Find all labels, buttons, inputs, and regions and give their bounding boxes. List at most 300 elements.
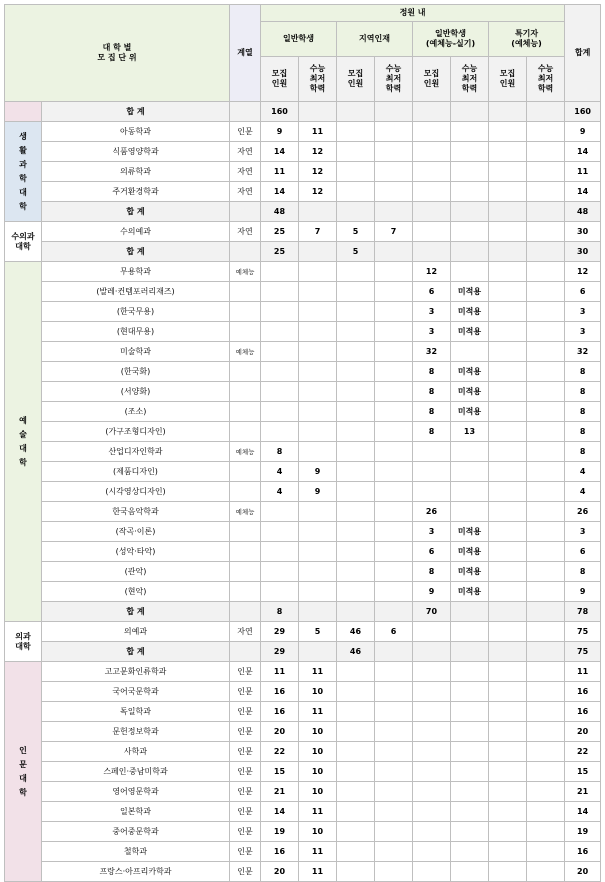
csat-minimum-cell <box>375 582 413 602</box>
csat-minimum-cell <box>375 302 413 322</box>
subtotal-value-cell <box>375 642 413 662</box>
csat-minimum-cell <box>451 702 489 722</box>
csat-minimum-cell <box>527 342 565 362</box>
recruit-count-cell <box>261 542 299 562</box>
category-cell: 인문 <box>230 722 261 742</box>
college-name-char: 학 <box>19 787 27 797</box>
table-row <box>5 542 601 562</box>
recruit-count-cell: 8 <box>413 562 451 582</box>
csat-minimum-cell <box>451 722 489 742</box>
recruit-count-cell <box>489 482 527 502</box>
row-total-cell: 75 <box>565 622 601 642</box>
department-name: 사학과 <box>42 742 230 762</box>
row-total-cell: 11 <box>565 662 601 682</box>
table-row <box>5 802 601 822</box>
grand-total-empty <box>299 102 337 122</box>
recruit-count-cell <box>489 662 527 682</box>
csat-minimum-cell <box>527 502 565 522</box>
subtotal-value-cell <box>527 642 565 662</box>
recruit-count-cell <box>337 502 375 522</box>
category-cell: 예체능 <box>230 342 261 362</box>
college-name <box>5 622 42 662</box>
table-row <box>5 382 601 402</box>
csat-minimum-cell <box>451 842 489 862</box>
recruit-count-cell: 11 <box>261 662 299 682</box>
row-total-cell: 4 <box>565 462 601 482</box>
csat-minimum-cell <box>375 262 413 282</box>
recruit-count-cell: 8 <box>413 362 451 382</box>
category-cell <box>230 462 261 482</box>
recruit-count-cell <box>337 382 375 402</box>
csat-minimum-cell: 미적용 <box>451 282 489 302</box>
csat-minimum-cell <box>527 702 565 722</box>
grand-total-value: 160 <box>261 102 299 122</box>
category-cell <box>230 522 261 542</box>
subtotal-value-cell <box>451 642 489 662</box>
department-name: 한국음악학과 <box>42 502 230 522</box>
subtotal-total-cell: 78 <box>565 602 601 622</box>
category-cell <box>230 282 261 302</box>
csat-minimum-cell <box>375 702 413 722</box>
csat-minimum-cell: 11 <box>299 802 337 822</box>
subtotal-value-cell <box>299 602 337 622</box>
recruit-count-cell <box>413 762 451 782</box>
subtotal-value-cell: 70 <box>413 602 451 622</box>
college-name-char: 대 <box>19 443 27 453</box>
row-total-cell: 16 <box>565 682 601 702</box>
csat-minimum-cell: 11 <box>299 122 337 142</box>
header-total: 합계 <box>565 5 601 102</box>
recruit-count-cell <box>489 702 527 722</box>
table-row <box>5 662 601 682</box>
csat-minimum-cell <box>299 382 337 402</box>
recruit-count-cell <box>413 662 451 682</box>
recruit-count-cell <box>489 422 527 442</box>
recruit-count-cell <box>489 302 527 322</box>
department-name: 의류학과 <box>42 162 230 182</box>
subtotal-total-cell: 30 <box>565 242 601 262</box>
recruit-count-cell: 5 <box>337 222 375 242</box>
csat-minimum-cell: 미적용 <box>451 322 489 342</box>
recruit-count-cell <box>337 422 375 442</box>
csat-minimum-cell <box>527 522 565 542</box>
csat-minimum-cell <box>451 222 489 242</box>
table-row <box>5 482 601 502</box>
college-name-char: 문 <box>19 759 27 769</box>
recruit-count-cell: 3 <box>413 302 451 322</box>
sub-major-name: (서양화) <box>42 382 230 402</box>
header-group-regional: 지역인재 <box>337 22 413 57</box>
row-total-cell: 8 <box>565 442 601 462</box>
recruit-count-cell <box>489 762 527 782</box>
category-cell <box>230 482 261 502</box>
csat-minimum-cell: 미적용 <box>451 582 489 602</box>
recruit-count-cell <box>489 742 527 762</box>
subtotal-value-cell <box>489 602 527 622</box>
csat-minimum-cell <box>451 162 489 182</box>
csat-minimum-cell <box>375 842 413 862</box>
recruit-count-cell: 16 <box>261 702 299 722</box>
recruit-count-cell: 19 <box>261 822 299 842</box>
college-name-char: 생 <box>19 131 27 141</box>
table-row <box>5 582 601 602</box>
table-row <box>5 342 601 362</box>
recruit-count-cell: 20 <box>261 722 299 742</box>
subtotal-value-cell: 48 <box>261 202 299 222</box>
csat-minimum-cell <box>527 482 565 502</box>
table-row <box>5 782 601 802</box>
category-cell: 인문 <box>230 842 261 862</box>
recruit-count-cell <box>489 542 527 562</box>
csat-minimum-cell: 미적용 <box>451 302 489 322</box>
category-cell: 인문 <box>230 822 261 842</box>
recruit-count-cell <box>489 722 527 742</box>
csat-minimum-cell: 7 <box>375 222 413 242</box>
recruit-count-cell <box>337 342 375 362</box>
subtotal-category <box>230 642 261 662</box>
recruit-count-cell <box>337 282 375 302</box>
recruit-count-cell <box>337 682 375 702</box>
csat-minimum-cell <box>527 822 565 842</box>
csat-minimum-cell <box>375 142 413 162</box>
department-name: 고고문화인류학과 <box>42 662 230 682</box>
header-csat-minimum: 수능 최저 학력 <box>299 57 337 102</box>
college-name <box>5 262 42 622</box>
recruit-count-cell <box>489 222 527 242</box>
row-total-cell: 20 <box>565 722 601 742</box>
csat-minimum-cell <box>527 842 565 862</box>
csat-minimum-cell <box>375 662 413 682</box>
row-total-cell: 14 <box>565 142 601 162</box>
college-name-char: 학 <box>19 457 27 467</box>
csat-minimum-cell: 미적용 <box>451 382 489 402</box>
row-total-cell: 14 <box>565 802 601 822</box>
recruit-count-cell <box>413 442 451 462</box>
csat-minimum-cell <box>527 582 565 602</box>
subtotal-total-cell: 48 <box>565 202 601 222</box>
csat-minimum-cell: 12 <box>299 142 337 162</box>
sub-major-name: (가구조형디자인) <box>42 422 230 442</box>
recruit-count-cell <box>413 162 451 182</box>
recruit-count-cell <box>489 262 527 282</box>
recruit-count-cell <box>489 462 527 482</box>
table-row <box>5 722 601 742</box>
subtotal-value-cell <box>527 202 565 222</box>
row-total-cell: 8 <box>565 362 601 382</box>
csat-minimum-cell <box>527 762 565 782</box>
subtotal-row <box>5 602 601 622</box>
csat-minimum-cell: 미적용 <box>451 542 489 562</box>
subtotal-value-cell <box>451 602 489 622</box>
subtotal-value-cell <box>337 202 375 222</box>
admission-quota-table <box>4 4 601 882</box>
college-name-char: 학 <box>19 173 27 183</box>
recruit-count-cell: 46 <box>337 622 375 642</box>
recruit-count-cell: 6 <box>413 282 451 302</box>
csat-minimum-cell <box>527 402 565 422</box>
recruit-count-cell <box>261 322 299 342</box>
sub-major-name: (현악) <box>42 582 230 602</box>
recruit-count-cell <box>337 862 375 882</box>
csat-minimum-cell <box>375 282 413 302</box>
recruit-count-cell <box>261 402 299 422</box>
csat-minimum-cell <box>527 142 565 162</box>
category-cell: 인문 <box>230 122 261 142</box>
header-csat-minimum: 수능 최저 학력 <box>375 57 413 102</box>
csat-minimum-cell <box>451 182 489 202</box>
table-row <box>5 442 601 462</box>
recruit-count-cell <box>489 402 527 422</box>
row-total-cell: 8 <box>565 562 601 582</box>
recruit-count-cell <box>413 142 451 162</box>
recruit-count-cell: 4 <box>261 462 299 482</box>
header-quota-in: 정원 내 <box>261 5 565 22</box>
table-row <box>5 142 601 162</box>
table-row <box>5 362 601 382</box>
csat-minimum-cell <box>527 802 565 822</box>
category-cell <box>230 542 261 562</box>
recruit-count-cell <box>261 502 299 522</box>
csat-minimum-cell <box>527 162 565 182</box>
recruit-count-cell <box>413 722 451 742</box>
table-row <box>5 462 601 482</box>
csat-minimum-cell: 6 <box>375 622 413 642</box>
subtotal-value-cell <box>299 642 337 662</box>
csat-minimum-cell <box>527 322 565 342</box>
row-total-cell: 16 <box>565 842 601 862</box>
header-csat-minimum: 수능 최저 학력 <box>527 57 565 102</box>
csat-minimum-cell: 미적용 <box>451 362 489 382</box>
csat-minimum-cell <box>451 142 489 162</box>
csat-minimum-cell <box>527 382 565 402</box>
subtotal-value-cell <box>489 202 527 222</box>
college-name-char: 대 <box>19 187 27 197</box>
recruit-count-cell <box>261 342 299 362</box>
csat-minimum-cell <box>299 422 337 442</box>
recruit-count-cell: 8 <box>261 442 299 462</box>
csat-minimum-cell <box>375 742 413 762</box>
subtotal-value-cell <box>527 602 565 622</box>
subtotal-value-cell <box>375 202 413 222</box>
csat-minimum-cell: 10 <box>299 762 337 782</box>
category-cell: 예체능 <box>230 262 261 282</box>
header-recruit-count: 모집 인원 <box>413 57 451 102</box>
csat-minimum-cell <box>375 542 413 562</box>
recruit-count-cell <box>337 402 375 422</box>
subtotal-category <box>230 202 261 222</box>
row-total-cell: 12 <box>565 262 601 282</box>
table-row <box>5 622 601 642</box>
category-cell: 예체능 <box>230 442 261 462</box>
recruit-count-cell <box>489 362 527 382</box>
recruit-count-cell <box>413 182 451 202</box>
department-name: 독일학과 <box>42 702 230 722</box>
recruit-count-cell <box>489 582 527 602</box>
department-name: 일본학과 <box>42 802 230 822</box>
department-name: 식품영양학과 <box>42 142 230 162</box>
recruit-count-cell: 25 <box>261 222 299 242</box>
csat-minimum-cell <box>527 122 565 142</box>
csat-minimum-cell: 9 <box>299 462 337 482</box>
recruit-count-cell: 29 <box>261 622 299 642</box>
department-name: 미술학과 <box>42 342 230 362</box>
subtotal-value-cell: 5 <box>337 242 375 262</box>
sub-major-name: (성악·타악) <box>42 542 230 562</box>
recruit-count-cell <box>413 742 451 762</box>
recruit-count-cell <box>337 582 375 602</box>
table-row <box>5 302 601 322</box>
recruit-count-cell <box>489 522 527 542</box>
recruit-count-cell <box>261 422 299 442</box>
sub-major-name: (작곡·이론) <box>42 522 230 542</box>
category-cell: 인문 <box>230 702 261 722</box>
csat-minimum-cell: 12 <box>299 162 337 182</box>
subtotal-label: 합 계 <box>42 202 230 222</box>
recruit-count-cell: 6 <box>413 542 451 562</box>
table-row <box>5 682 601 702</box>
csat-minimum-cell <box>299 442 337 462</box>
recruit-count-cell <box>337 722 375 742</box>
subtotal-label: 합 계 <box>42 642 230 662</box>
college-name <box>5 662 42 882</box>
row-total-cell: 14 <box>565 182 601 202</box>
recruit-count-cell <box>337 442 375 462</box>
grand-total-empty <box>527 102 565 122</box>
recruit-count-cell <box>261 382 299 402</box>
csat-minimum-cell <box>375 822 413 842</box>
csat-minimum-cell: 9 <box>299 482 337 502</box>
csat-minimum-cell <box>299 322 337 342</box>
csat-minimum-cell: 11 <box>299 842 337 862</box>
header-group-special: 특기자 (예체능) <box>489 22 565 57</box>
recruit-count-cell: 11 <box>261 162 299 182</box>
recruit-count-cell <box>489 842 527 862</box>
header-recruit-count: 모집 인원 <box>261 57 299 102</box>
college-name-char: 과 <box>19 159 27 169</box>
department-name: 스페인·중남미학과 <box>42 762 230 782</box>
row-total-cell: 3 <box>565 522 601 542</box>
recruit-count-cell <box>413 782 451 802</box>
csat-minimum-cell <box>527 462 565 482</box>
recruit-count-cell <box>489 182 527 202</box>
csat-minimum-cell <box>451 862 489 882</box>
grand-total-spacer <box>5 102 42 122</box>
csat-minimum-cell <box>375 682 413 702</box>
row-total-cell: 16 <box>565 702 601 722</box>
recruit-count-cell <box>261 522 299 542</box>
csat-minimum-cell: 11 <box>299 862 337 882</box>
header-unit <box>5 5 230 102</box>
recruit-count-cell: 12 <box>413 262 451 282</box>
csat-minimum-cell <box>299 402 337 422</box>
recruit-count-cell <box>489 122 527 142</box>
recruit-count-cell <box>261 262 299 282</box>
csat-minimum-cell <box>451 762 489 782</box>
subtotal-category <box>230 242 261 262</box>
csat-minimum-cell <box>451 822 489 842</box>
row-total-cell: 6 <box>565 542 601 562</box>
recruit-count-cell: 8 <box>413 382 451 402</box>
header-recruit-count: 모집 인원 <box>489 57 527 102</box>
college-name-char: 학 <box>19 201 27 211</box>
csat-minimum-cell <box>527 722 565 742</box>
grand-total-empty <box>489 102 527 122</box>
subtotal-category <box>230 602 261 622</box>
row-total-cell: 3 <box>565 322 601 342</box>
college-name-char: 대 <box>19 773 27 783</box>
subtotal-row <box>5 202 601 222</box>
table-row <box>5 562 601 582</box>
college-name-line: 대학 <box>15 641 31 651</box>
row-total-cell: 9 <box>565 582 601 602</box>
csat-minimum-cell <box>527 662 565 682</box>
sub-major-name: (발레·컨템포러리재즈) <box>42 282 230 302</box>
subtotal-label: 합 계 <box>42 602 230 622</box>
college-name-char: 예 <box>19 415 27 425</box>
csat-minimum-cell <box>451 462 489 482</box>
subtotal-value-cell: 46 <box>337 642 375 662</box>
csat-minimum-cell: 10 <box>299 682 337 702</box>
csat-minimum-cell: 미적용 <box>451 522 489 542</box>
recruit-count-cell <box>337 842 375 862</box>
category-cell <box>230 362 261 382</box>
row-total-cell: 21 <box>565 782 601 802</box>
category-cell: 자연 <box>230 622 261 642</box>
table-row <box>5 402 601 422</box>
csat-minimum-cell <box>375 322 413 342</box>
recruit-count-cell <box>337 322 375 342</box>
table-row <box>5 262 601 282</box>
csat-minimum-cell <box>375 502 413 522</box>
csat-minimum-cell: 미적용 <box>451 562 489 582</box>
category-cell: 인문 <box>230 742 261 762</box>
recruit-count-cell: 20 <box>261 862 299 882</box>
table-row <box>5 122 601 142</box>
csat-minimum-cell <box>299 282 337 302</box>
recruit-count-cell <box>337 162 375 182</box>
subtotal-value-cell: 25 <box>261 242 299 262</box>
recruit-count-cell <box>413 802 451 822</box>
csat-minimum-cell: 11 <box>299 702 337 722</box>
department-name: 중어중문학과 <box>42 822 230 842</box>
csat-minimum-cell <box>299 342 337 362</box>
subtotal-value-cell <box>413 242 451 262</box>
csat-minimum-cell <box>299 262 337 282</box>
subtotal-value-cell <box>451 242 489 262</box>
csat-minimum-cell <box>299 542 337 562</box>
header-csat-minimum: 수능 최저 학력 <box>451 57 489 102</box>
subtotal-total-cell: 75 <box>565 642 601 662</box>
category-cell: 인문 <box>230 682 261 702</box>
recruit-count-cell <box>261 562 299 582</box>
row-total-cell: 22 <box>565 742 601 762</box>
category-cell: 인문 <box>230 662 261 682</box>
csat-minimum-cell <box>299 522 337 542</box>
recruit-count-cell <box>261 282 299 302</box>
csat-minimum-cell <box>451 502 489 522</box>
csat-minimum-cell <box>375 422 413 442</box>
recruit-count-cell <box>337 802 375 822</box>
category-cell: 자연 <box>230 182 261 202</box>
csat-minimum-cell <box>451 662 489 682</box>
csat-minimum-cell: 7 <box>299 222 337 242</box>
recruit-count-cell <box>337 482 375 502</box>
csat-minimum-cell <box>375 382 413 402</box>
header-group-general-arts: 일반학생 (예체능-실기) <box>413 22 489 57</box>
row-total-cell: 9 <box>565 122 601 142</box>
csat-minimum-cell <box>375 122 413 142</box>
college-name <box>5 222 42 262</box>
